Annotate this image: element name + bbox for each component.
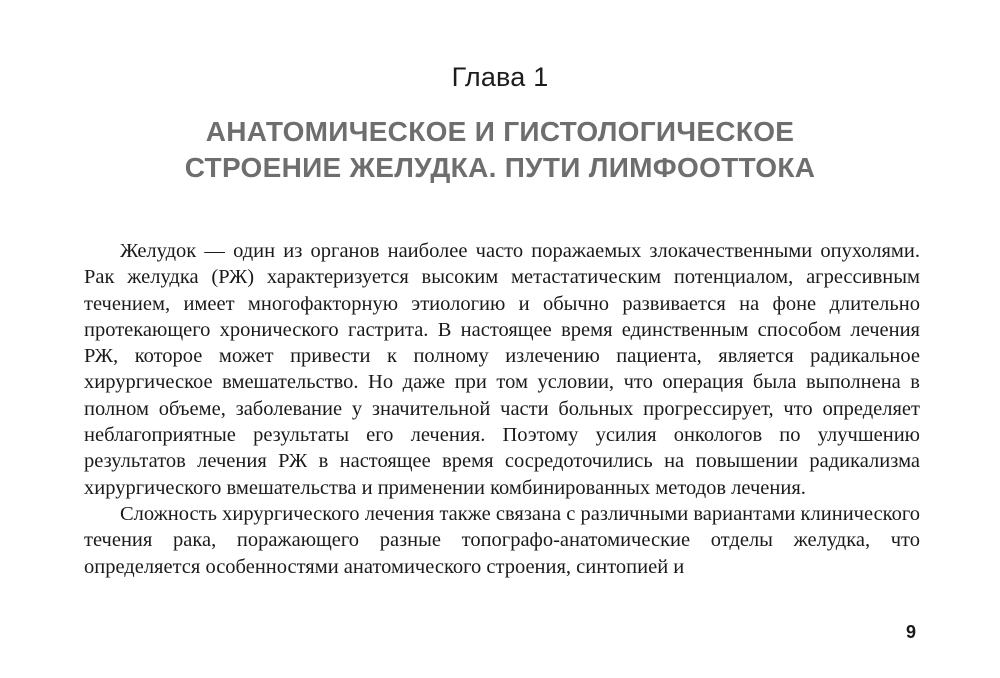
- body-text: [84, 238, 920, 580]
- paragraph-1: Желудок — один из органов наиболее часто поражаемых злокачественными опухолями. Рак желудка (РЖ) характеризуется высоким метастатическим потенциалом, агрессивным течением, имеет многофакторную этиологию и обычно развивается на фоне длительно протекающего хронического гастрита. В настоящее время единственным способом лечения РЖ, которое может привести к полному излечению пациента, является радикальное хирургическое вмешательство. Но даже при том условии, что операция была выполнена в полном объеме, заболевание у значительной части больных прогрессирует, что определяет неблагоприятные результаты его лечения. Поэтому усилия онкологов по улучшению результатов лечения РЖ в настоящее время сосредоточились на повышении радикализма хирургического вмешательства и применении комбинированных методов лечения.: [84, 240, 920, 499]
- chapter-title: [0, 114, 1000, 186]
- chapter-label: Глава 1: [451, 62, 549, 92]
- page-number: 9: [905, 622, 916, 642]
- paragraph-2: Сложность хирургического лечения также связана с различными вариантами клинического течения рака, поражающего разные топографо-анатомические отделы желудка, что определяется особенностями анатомического строения, синтопией и: [84, 502, 920, 578]
- chapter-title-line-1: АНАТОМИЧЕСКОЕ И ГИСТОЛОГИЧЕСКОЕ: [205, 116, 795, 147]
- chapter-title-line-2: СТРОЕНИЕ ЖЕЛУДКА. ПУТИ ЛИМФООТТОКА: [184, 152, 816, 183]
